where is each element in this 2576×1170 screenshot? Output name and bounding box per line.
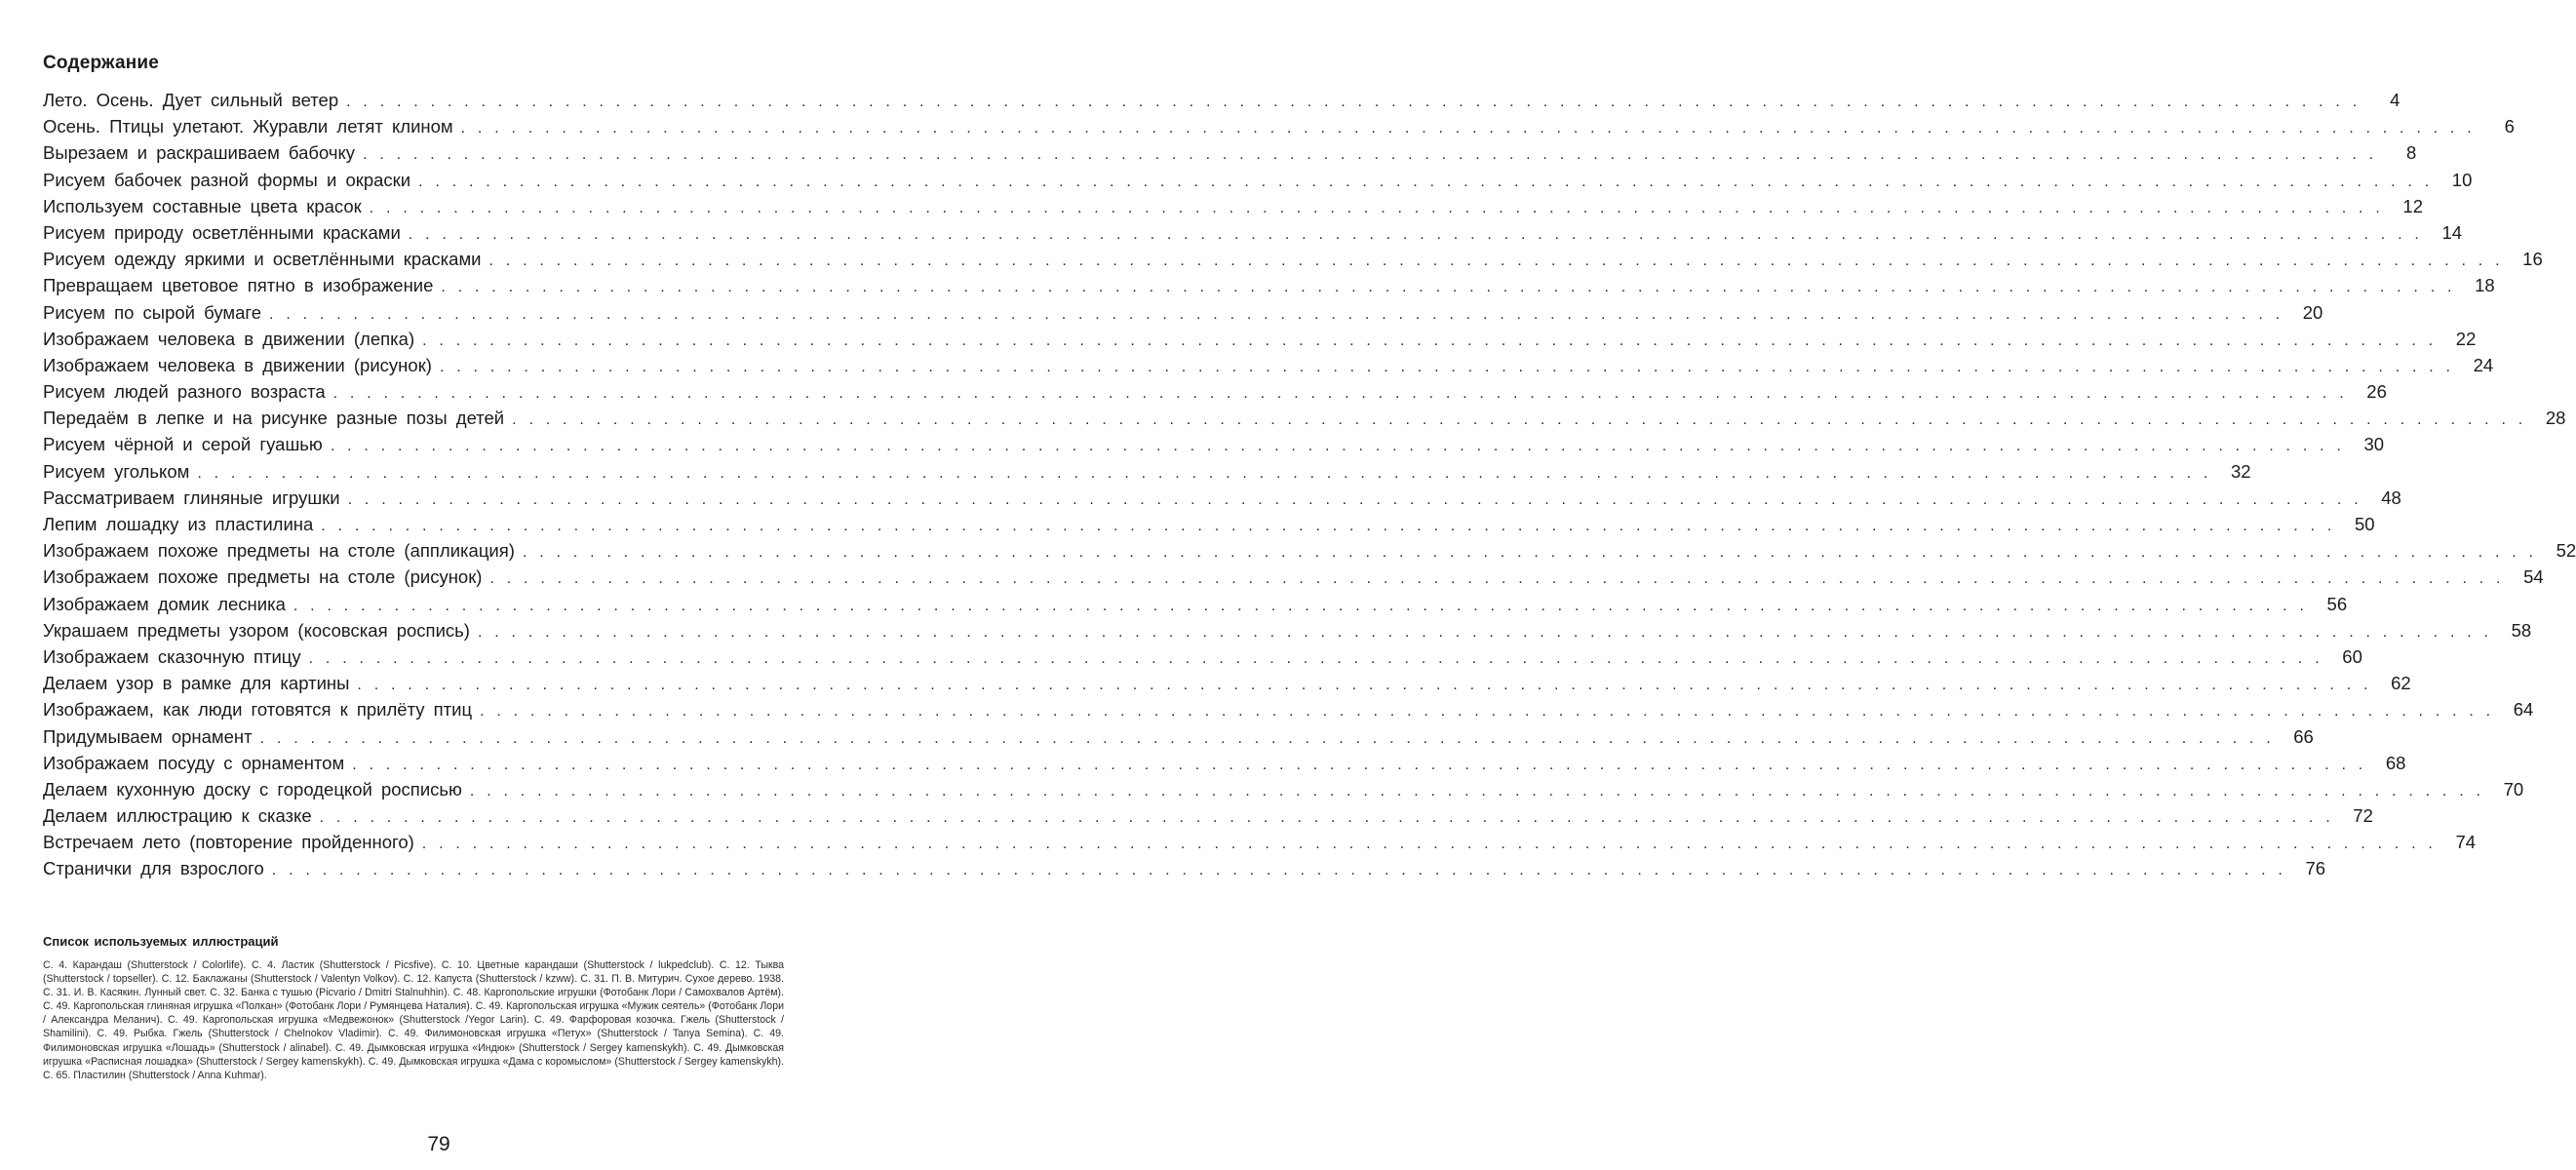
toc-entry-page: 22	[2455, 328, 2477, 349]
toc-dot-leader: . . . . . . . . . . . . . . . . . . . . . . . . . . . . . . . . . . . . . . . . . . . . . . . . . . . . . . . . . . . . . . . . . . . . . . . . . . . . . . . . . . . . . . . . . . . . . . . . . . . . . . . . . . . . . . . . . . . . . . . .	[293, 597, 2309, 614]
toc-dot-leader: . . . . . . . . . . . . . . . . . . . . . . . . . . . . . . . . . . . . . . . . . . . . . . . . . . . . . . . . . . . . . . . . . . . . . . . . . . . . . . . . . . . . . . . . . . . . . . . . . . . . . . . . . . . . . . . . . . . . . . . .	[357, 677, 2372, 694]
toc-entry-page: 64	[2513, 699, 2534, 721]
toc-dot-leader: . . . . . . . . . . . . . . . . . . . . . . . . . . . . . . . . . . . . . . . . . . . . . . . . . . . . . . . . . . . . . . . . . . . . . . . . . . . . . . . . . . . . . . . . . . . . . . . . . . . . . . . . . . . . . . . . . . . . . . . .	[512, 411, 2527, 429]
toc-entry-page: 26	[2366, 381, 2387, 403]
toc-entry-title: Превращаем цветовое пятно в изображение	[43, 275, 434, 296]
toc-entry	[43, 458, 2251, 485]
toc-entry	[43, 855, 2326, 881]
toc-entry-title: Изображаем сказочную птицу	[43, 645, 301, 667]
illustrations-text: С. 4. Карандаш (Shutterstock / Colorlife). С. 4. Ластик (Shutterstock / Picsfive). С. 10. Цветные карандаши (Shutterstock / lukpedclub). С. 12. Тыква (Shutterstock / topseller). С. 12. Баклажаны (Shutterstock / Valentyn Volkov). С. 12. Капуста (Shutterstock / kzww). С. 31. П. В. Митурич. Сухое дерево. 1938. С. 31. И. В. Касякин. Лунный свет. С. 32. Банка с тушью (Picvario / Dmitri Stalnuhhin). С. 48. Каргопольские игрушки (Фотобанк Лори / Самохвалов Артём). С. 49. Каргопольская глиняная игрушка «Полкан» (Фотобанк Лори / Румянцева Наталия). С. 49. Каргопольская игрушка «Мужик сеятель» (Фотобанк Лори / Александра Меланич). С. 49. Каргопольская игрушка «Медвежонок» (Shutterstock /Yegor Larin). С. 49. Фарфоровая козочка. Гжель (Shutterstock / Shamilini). С. 49. Рыбка. Гжель (Shutterstock / Chelnokov Vladimir). С. 49. Филимоновская игрушка «Петух» (Shutterstock / Tanya Semina). С. 49. Филимоновская игрушка «Лошадь» (Shutterstock / alinabel). С. 49. Дымковская игрушка «Индюк» (Shutterstock / Sergey kamenskykh). С. 49. Дымковская игрушка «Расписная лошадка» (Shutterstock / Sergey kamenskykh). С. 49. Дымковская игрушка «Дама с коромыслом» (Shutterstock / Sergey kamenskykh). С. 65. Пластилин (Shutterstock / Anna Kuhmar).	[43, 959, 784, 1081]
toc-entry-title: Передаём в лепке и на рисунке разные позы детей	[43, 408, 505, 429]
toc-entry-title: Осень. Птицы улетают. Журавли летят клином	[43, 116, 453, 137]
toc-dot-leader: . . . . . . . . . . . . . . . . . . . . . . . . . . . . . . . . . . . . . . . . . . . . . . . . . . . . . . . . . . . . . . . . . . . . . . . . . . . . . . . . . . . . . . . . . . . . . . . . . . . . . . . . . . . . . . . . . . . . . . . .	[460, 120, 2476, 137]
toc-entry-page: 32	[2231, 460, 2251, 482]
toc-entry	[43, 352, 2494, 378]
toc-entry	[43, 802, 2373, 829]
toc-entry	[43, 723, 2314, 750]
toc-entry-title: Используем составные цвета красок	[43, 195, 362, 216]
toc-dot-leader: . . . . . . . . . . . . . . . . . . . . . . . . . . . . . . . . . . . . . . . . . . . . . . . . . . . . . . . . . . . . . . . . . . . . . . . . . . . . . . . . . . . . . . . . . . . . . . . . . . . . . . . . . . . . . . . . . . . . . . . .	[319, 809, 2334, 827]
toc-entry	[43, 87, 2400, 113]
toc-dot-leader: . . . . . . . . . . . . . . . . . . . . . . . . . . . . . . . . . . . . . . . . . . . . . . . . . . . . . . . . . . . . . . . . . . . . . . . . . . . . . . . . . . . . . . . . . . . . . . . . . . . . . . . . . . . . . . . . . . . . . . . .	[418, 173, 2434, 190]
toc-dot-leader: . . . . . . . . . . . . . . . . . . . . . . . . . . . . . . . . . . . . . . . . . . . . . . . . . . . . . . . . . . . . . . . . . . . . . . . . . . . . . . . . . . . . . . . . . . . . . . . . . . . . . . . . . . . . . . . . . . . . . . . .	[469, 782, 2485, 800]
toc-entry-title: Рисуем по сырой бумаге	[43, 301, 262, 323]
toc-entry	[43, 750, 2406, 776]
toc-entry	[43, 405, 2566, 431]
toc-entry-page: 10	[2451, 169, 2473, 190]
toc-entry-title: Рисуем природу осветлёнными красками	[43, 221, 401, 243]
toc-entry-page: 66	[2293, 725, 2314, 747]
toc-entry	[43, 644, 2362, 670]
toc-entry-title: Изображаем, как люди готовятся к прилёту птиц	[43, 699, 473, 721]
toc-entry-page: 54	[2523, 566, 2544, 588]
toc-entry-page: 52	[2556, 540, 2576, 562]
toc-dot-leader: . . . . . . . . . . . . . . . . . . . . . . . . . . . . . . . . . . . . . . . . . . . . . . . . . . . . . . . . . . . . . . . . . . . . . . . . . . . . . . . . . . . . . . . . . . . . . . . . . . . . . . . . . . . . . . . . . . . . . . . .	[522, 544, 2538, 562]
toc-dot-leader: . . . . . . . . . . . . . . . . . . . . . . . . . . . . . . . . . . . . . . . . . . . . . . . . . . . . . . . . . . . . . . . . . . . . . . . . . . . . . . . . . . . . . . . . . . . . . . . . . . . . . . . . . . . . . . . . . . . . . . . .	[480, 703, 2495, 721]
toc-entry-page: 20	[2302, 301, 2323, 323]
toc-dot-leader: . . . . . . . . . . . . . . . . . . . . . . . . . . . . . . . . . . . . . . . . . . . . . . . . . . . . . . . . . . . . . . . . . . . . . . . . . . . . . . . . . . . . . . . . . . . . . . . . . . . . . . . . . . . . . . . . . . . . . . . .	[346, 94, 2361, 110]
toc-entry-title: Странички для взрослого	[43, 858, 264, 879]
toc-dot-leader: . . . . . . . . . . . . . . . . . . . . . . . . . . . . . . . . . . . . . . . . . . . . . . . . . . . . . . . . . . . . . . . . . . . . . . . . . . . . . . . . . . . . . . . . . . . . . . . . . . . . . . . . . . . . . . . . . . . . . . . .	[308, 649, 2323, 667]
toc-entry-title: Рисуем чёрной и серой гуашью	[43, 434, 323, 455]
toc-entry-title: Рисуем бабочек разной формы и окраски	[43, 169, 411, 190]
toc-dot-leader: . . . . . . . . . . . . . . . . . . . . . . . . . . . . . . . . . . . . . . . . . . . . . . . . . . . . . . . . . . . . . . . . . . . . . . . . . . . . . . . . . . . . . . . . . . . . . . . . . . . . . . . . . . . . . . . . . . . . . . . .	[422, 332, 2438, 349]
toc-dot-leader: . . . . . . . . . . . . . . . . . . . . . . . . . . . . . . . . . . . . . . . . . . . . . . . . . . . . . . . . . . . . . . . . . . . . . . . . . . . . . . . . . . . . . . . . . . . . . . . . . . . . . . . . . . . . . . . . . . . . . . . .	[363, 146, 2378, 164]
toc-entry	[43, 431, 2385, 457]
toc-entry	[43, 299, 2323, 326]
toc-entry-title: Рисуем угольком	[43, 460, 190, 482]
toc-entry-page: 58	[2511, 619, 2532, 641]
toc-entry-title: Лето. Осень. Дует сильный ветер	[43, 90, 339, 110]
toc-dot-leader: . . . . . . . . . . . . . . . . . . . . . . . . . . . . . . . . . . . . . . . . . . . . . . . . . . . . . . . . . . . . . . . . . . . . . . . . . . . . . . . . . . . . . . . . . . . . . . . . . . . . . . . . . . . . . . . . . . . . . . . .	[489, 570, 2505, 588]
toc-entry-title: Делаем узор в рамке для картины	[43, 673, 350, 694]
toc-entry-page: 30	[2363, 434, 2385, 455]
toc-entry-title: Изображаем похоже предметы на столе (аппликация)	[43, 540, 515, 562]
toc-dot-leader: . . . . . . . . . . . . . . . . . . . . . . . . . . . . . . . . . . . . . . . . . . . . . . . . . . . . . . . . . . . . . . . . . . . . . . . . . . . . . . . . . . . . . . . . . . . . . . . . . . . . . . . . . . . . . . . . . . . . . . . .	[271, 862, 2287, 879]
toc-dot-leader: . . . . . . . . . . . . . . . . . . . . . . . . . . . . . . . . . . . . . . . . . . . . . . . . . . . . . . . . . . . . . . . . . . . . . . . . . . . . . . . . . . . . . . . . . . . . . . . . . . . . . . . . . . . . . . . . . . . . . . . .	[321, 518, 2336, 534]
toc-entry	[43, 537, 2576, 564]
toc-entry-page: 74	[2455, 832, 2477, 853]
toc-entry	[43, 167, 2473, 193]
toc-entry	[43, 193, 2423, 219]
toc-entry-title: Украшаем предметы узором (косовская роспись)	[43, 619, 470, 641]
toc-entry-page: 28	[2545, 408, 2566, 429]
toc-dot-leader: . . . . . . . . . . . . . . . . . . . . . . . . . . . . . . . . . . . . . . . . . . . . . . . . . . . . . . . . . . . . . . . . . . . . . . . . . . . . . . . . . . . . . . . . . . . . . . . . . . . . . . . . . . . . . . . . . . . . . . . .	[259, 729, 2275, 747]
toc-entry-title: Рисуем одежду яркими и осветлёнными красками	[43, 249, 482, 270]
toc-entry-title: Делаем иллюстрацию к сказке	[43, 805, 312, 827]
toc-dot-leader: . . . . . . . . . . . . . . . . . . . . . . . . . . . . . . . . . . . . . . . . . . . . . . . . . . . . . . . . . . . . . . . . . . . . . . . . . . . . . . . . . . . . . . . . . . . . . . . . . . . . . . . . . . . . . . . . . . . . . . . .	[408, 225, 2424, 243]
toc-entry-page: 12	[2402, 195, 2423, 216]
toc-entry-title: Изображаем человека в движении (рисунок)	[43, 354, 432, 375]
toc-dot-leader: . . . . . . . . . . . . . . . . . . . . . . . . . . . . . . . . . . . . . . . . . . . . . . . . . . . . . . . . . . . . . . . . . . . . . . . . . . . . . . . . . . . . . . . . . . . . . . . . . . . . . . . . . . . . . . . . . . . . . . . .	[197, 464, 2212, 482]
toc-entry-page: 70	[2503, 778, 2524, 800]
toc-entry-page: 6	[2504, 116, 2515, 137]
toc-entry-page: 68	[2385, 752, 2406, 773]
toc-entry	[43, 326, 2477, 352]
illustrations-title: Список используемых иллюстраций	[43, 934, 279, 949]
toc-entry	[43, 617, 2532, 644]
toc-entry	[43, 696, 2534, 722]
toc-entry	[43, 219, 2463, 246]
toc-entry-page: 24	[2473, 354, 2494, 375]
toc-entry	[43, 829, 2477, 855]
toc-entry	[43, 113, 2515, 139]
toc-entry-title: Изображаем похоже предметы на столе (рисунок)	[43, 566, 483, 588]
toc-title: Содержание	[43, 53, 160, 73]
toc-entry-page: 48	[2381, 487, 2401, 508]
toc-entry	[43, 591, 2348, 617]
toc-entry	[43, 378, 2387, 405]
toc-entry-page: 14	[2441, 221, 2463, 243]
toc-entry	[43, 670, 2411, 696]
toc-entry-page: 60	[2342, 645, 2362, 667]
toc-dot-leader: . . . . . . . . . . . . . . . . . . . . . . . . . . . . . . . . . . . . . . . . . . . . . . . . . . . . . . . . . . . . . . . . . . . . . . . . . . . . . . . . . . . . . . . . . . . . . . . . . . . . . . . . . . . . . . . . . . . . . . . .	[439, 358, 2455, 375]
toc-entry-title: Изображаем посуду с орнаментом	[43, 752, 345, 773]
toc-dot-leader: . . . . . . . . . . . . . . . . . . . . . . . . . . . . . . . . . . . . . . . . . . . . . . . . . . . . . . . . . . . . . . . . . . . . . . . . . . . . . . . . . . . . . . . . . . . . . . . . . . . . . . . . . . . . . . . . . . . . . . . .	[269, 305, 2284, 323]
toc-entry-title: Делаем кухонную доску с городецкой росписью	[43, 778, 462, 800]
toc-entry-page: 16	[2522, 249, 2543, 270]
toc-entry-page: 56	[2326, 593, 2348, 614]
toc-entry	[43, 564, 2544, 590]
toc-entry-title: Лепим лошадку из пластилина	[43, 514, 314, 534]
toc-entry-title: Придумываем орнамент	[43, 725, 253, 747]
toc-entry	[43, 511, 2375, 537]
toc-list	[43, 87, 2576, 882]
toc-entry	[43, 485, 2401, 511]
page-number: 79	[427, 1133, 450, 1155]
toc-entry	[43, 776, 2524, 802]
toc-dot-leader: . . . . . . . . . . . . . . . . . . . . . . . . . . . . . . . . . . . . . . . . . . . . . . . . . . . . . . . . . . . . . . . . . . . . . . . . . . . . . . . . . . . . . . . . . . . . . . . . . . . . . . . . . . . . . . . . . . . . . . . .	[369, 199, 2384, 216]
toc-entry	[43, 139, 2417, 166]
toc-entry-title: Рисуем людей разного возраста	[43, 381, 326, 403]
toc-entry-title: Встречаем лето (повторение пройденного)	[43, 832, 414, 853]
toc-entry-page: 76	[2305, 858, 2326, 879]
toc-entry-title: Вырезаем и раскрашиваем бабочку	[43, 142, 356, 164]
toc-dot-leader: . . . . . . . . . . . . . . . . . . . . . . . . . . . . . . . . . . . . . . . . . . . . . . . . . . . . . . . . . . . . . . . . . . . . . . . . . . . . . . . . . . . . . . . . . . . . . . . . . . . . . . . . . . . . . . . . . . . . . . . .	[330, 438, 2346, 455]
toc-dot-leader: . . . . . . . . . . . . . . . . . . . . . . . . . . . . . . . . . . . . . . . . . . . . . . . . . . . . . . . . . . . . . . . . . . . . . . . . . . . . . . . . . . . . . . . . . . . . . . . . . . . . . . . . . . . . . . . . . . . . . . . .	[488, 253, 2504, 270]
toc-entry	[43, 272, 2495, 298]
toc-dot-leader: . . . . . . . . . . . . . . . . . . . . . . . . . . . . . . . . . . . . . . . . . . . . . . . . . . . . . . . . . . . . . . . . . . . . . . . . . . . . . . . . . . . . . . . . . . . . . . . . . . . . . . . . . . . . . . . . . . . . . . . .	[477, 623, 2493, 641]
toc-entry	[43, 246, 2543, 272]
toc-entry-page: 4	[2390, 90, 2400, 110]
toc-entry-title: Изображаем человека в движении (лепка)	[43, 328, 415, 349]
toc-entry-page: 18	[2475, 275, 2495, 296]
toc-entry-page: 62	[2391, 673, 2411, 694]
toc-entry-title: Рассматриваем глиняные игрушки	[43, 487, 340, 508]
toc-dot-leader: . . . . . . . . . . . . . . . . . . . . . . . . . . . . . . . . . . . . . . . . . . . . . . . . . . . . . . . . . . . . . . . . . . . . . . . . . . . . . . . . . . . . . . . . . . . . . . . . . . . . . . . . . . . . . . . . . . . . . . . .	[352, 756, 2367, 773]
toc-entry-page: 8	[2406, 142, 2417, 164]
toc-dot-leader: . . . . . . . . . . . . . . . . . . . . . . . . . . . . . . . . . . . . . . . . . . . . . . . . . . . . . . . . . . . . . . . . . . . . . . . . . . . . . . . . . . . . . . . . . . . . . . . . . . . . . . . . . . . . . . . . . . . . . . . .	[347, 490, 2362, 508]
toc-dot-leader: . . . . . . . . . . . . . . . . . . . . . . . . . . . . . . . . . . . . . . . . . . . . . . . . . . . . . . . . . . . . . . . . . . . . . . . . . . . . . . . . . . . . . . . . . . . . . . . . . . . . . . . . . . . . . . . . . . . . . . . .	[421, 836, 2438, 853]
toc-entry-page: 72	[2353, 805, 2373, 827]
toc-dot-leader: . . . . . . . . . . . . . . . . . . . . . . . . . . . . . . . . . . . . . . . . . . . . . . . . . . . . . . . . . . . . . . . . . . . . . . . . . . . . . . . . . . . . . . . . . . . . . . . . . . . . . . . . . . . . . . . . . . . . . . . .	[441, 279, 2456, 296]
toc-entry-page: 50	[2354, 514, 2375, 534]
toc-dot-leader: . . . . . . . . . . . . . . . . . . . . . . . . . . . . . . . . . . . . . . . . . . . . . . . . . . . . . . . . . . . . . . . . . . . . . . . . . . . . . . . . . . . . . . . . . . . . . . . . . . . . . . . . . . . . . . . . . . . . . . . .	[332, 385, 2348, 403]
toc-entry-title: Изображаем домик лесника	[43, 593, 286, 614]
